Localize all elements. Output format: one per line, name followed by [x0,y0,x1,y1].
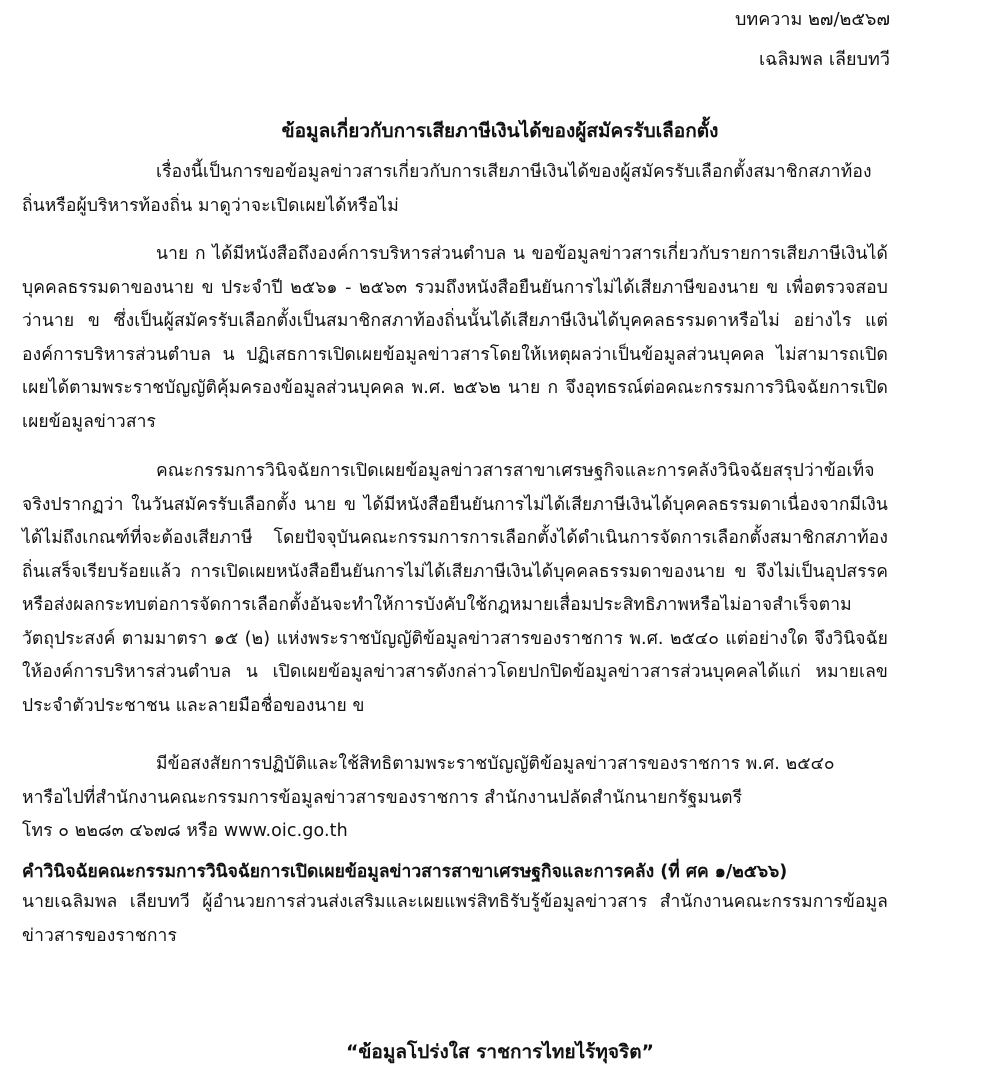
intro-paragraph: เรื่องนี้เป็นการขอข้อมูลข่าวสารเกี่ยวกับการเสียภาษีเงินได้ของผู้สมัครรับเลือกตั้งสมาชิกสภาท้องถิ่นหรือผู้บริหารท้องถิ่น มาดูว่าจะเปิดเผยได้หรือไม่ [22,162,872,216]
author-bio: นายเฉลิมพล เลียบทวี ผู้อำนวยการส่วนส่งเสริมและเผยแพร่สิทธิรับรู้ข้อมูลข่าวสาร สำนักงานคณะกรรมการข้อมูลข่าวสารของราชการ [22,892,888,946]
document-title: ข้อมูลเกี่ยวกับการเสียภาษีเงินได้ของผู้สมัครรับเลือกตั้ง [281,120,719,142]
contact-line: โทร ๐ ๒๒๘๓ ๔๖๗๘ หรือ www.oic.go.th [22,821,348,841]
decision-paragraph: คณะกรรมการวินิจฉัยการเปิดเผยข้อมูลข่าวสารสาขาเศรษฐกิจและการคลังวินิจฉัยสรุปว่าข้อเท็จจริงปรากฏว่า ในวันสมัครรับเลือกตั้ง นาย ข ได้มีหนังสือยืนยันการไม่ได้เสียภาษีเงินได้บุคคลธรรมดาเนื่องจากมีเงินได้ไม่ถึงเกณฑ์ที่จะต้องเสียภาษี โดยปัจจุบันคณะกรรมการการเลือกตั้งได้ดำเนินการจัดการเลือกตั้งสมาชิกสภาท้องถิ่นเสร็จเรียบร้อยแล้ว การเปิดเผยหนังสือยืนยันการไม่ได้เสียภาษีเงินได้บุคคลธรรมดาของนาย ข จึงไม่เป็นอุปสรรคหรือส่งผลกระทบต่อการจัดการเลือกตั้งอันจะทำให้การบังคับใช้กฎหมายเสื่อมประสิทธิภาพหรือไม่อาจสำเร็จตามวัตถุประสงค์ ตามมาตรา ๑๕ (๒) แห่งพระราชบัญญัติข้อมูลข่าวสารของราชการ พ.ศ. ๒๕๔๐ แต่อย่างใด จึงวินิจฉัยให้องค์การบริหารส่วนตำบล น เปิดเผยข้อมูลข่าวสารดังกล่าวโดยปกปิดข้อมูลข่าวสารส่วนบุคคลได้แก่ หมายเลขประจำตัวประชาชน และลายมือชื่อของนาย ข [22,461,888,716]
facts-paragraph: นาย ก ได้มีหนังสือถึงองค์การบริหารส่วนตำบล น ขอข้อมูลข่าวสารเกี่ยวกับรายการเสียภาษีเงินได้บุคคลธรรมดาของนาย ข ประจำปี ๒๕๖๑ - ๒๕๖๓ รวมถึงหนังสือยืนยันการไม่ได้เสียภาษีของนาย ข เพื่อตรวจสอบว่านาย ข ซึ่งเป็นผู้สมัครรับเลือกตั้งเป็นสมาชิกสภาท้องถิ่นนั้นได้เสียภาษีเงินได้บุคคลธรรมดาหรือไม่ อย่างไร แต่องค์การบริหารส่วนตำบล น ปฏิเสธการเปิดเผยข้อมูลข่าวสารโดยให้เหตุผลว่าเป็นข้อมูลส่วนบุคคล ไม่สามารถเปิดเผยได้ตามพระราชบัญญัติคุ้มครองข้อมูลส่วนบุคคล พ.ศ. ๒๕๖๒ นาย ก จึงอุทธรณ์ต่อคณะกรรมการวินิจฉัยการเปิดเผยข้อมูลข่าวสาร [22,244,888,432]
slogan: “ข้อมูลโปร่งใส ราชการไทยไร้ทุจริต” [345,1041,655,1063]
ruling-reference-title: คำวินิจฉัยคณะกรรมการวินิจฉัยการเปิดเผยข้อมูลข่าวสารสาขาเศรษฐกิจและการคลัง (ที่ ศค ๑/๒๕๖๖) [22,862,788,882]
contact-line: มีข้อสงสัยการปฏิบัติและใช้สิทธิตามพระราชบัญญัติข้อมูลข่าวสารของราชการ พ.ศ. ๒๕๔๐ [156,754,835,774]
contact-line: หารือไปที่สำนักงานคณะกรรมการข้อมูลข่าวสารของราชการ สำนักงานปลัดสำนักนายกรัฐมนตรี [22,787,743,808]
contact-paragraph [22,748,888,849]
article-author: เฉลิมพล เลียบทวี [758,49,890,70]
article-reference: บทความ ๒๗/๒๕๖๗ [734,9,890,30]
